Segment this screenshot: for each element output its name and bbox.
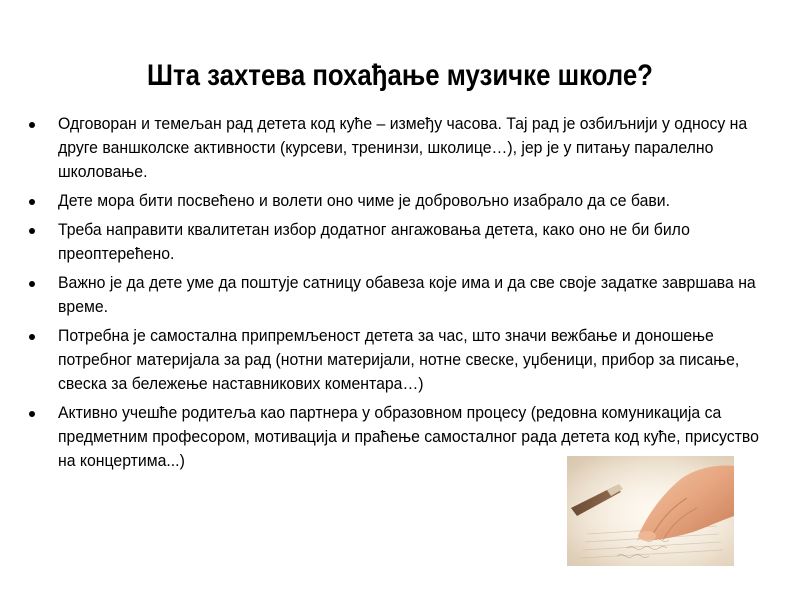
bullet-dot-icon bbox=[29, 228, 35, 234]
bullet-item bbox=[22, 112, 758, 184]
bullet-item bbox=[22, 189, 758, 213]
bullet-dot-icon bbox=[29, 122, 35, 128]
writing-hand-icon bbox=[567, 456, 734, 566]
bullet-text: Одговоран и темељан рад детета код куће – између часова. Тај рад је озбиљнији у односу на друге ваншколске активности (курсеви, тренинзи, школице…), јер је у питању паралелно школовање. bbox=[58, 114, 748, 181]
bullet-dot-icon bbox=[29, 411, 35, 417]
bullet-text: Потребна је самостална припремљеност детета за час, што значи вежбање и доношење потребног материјала за рад (нотни материјали, нотне свеске, уџбеници, прибор за писање, свеска за бележење наставникових коментара…) bbox=[58, 326, 740, 393]
bullet-text: Дете мора бити посвећено и волети оно чиме је добровољно изабрало да се бави. bbox=[58, 191, 670, 210]
bullet-item bbox=[22, 271, 758, 319]
bullet-text: Активно учешће родитеља као партнера у образовном процесу (редовна комуникација са предметним професором, мотивација и праћење самосталног рада детета код куће, присуство на концертима...) bbox=[58, 403, 759, 470]
writing-hand-photo bbox=[567, 456, 734, 566]
bullet-dot-icon bbox=[29, 334, 35, 340]
bullet-dot-icon bbox=[29, 281, 35, 287]
bullet-item bbox=[22, 218, 758, 266]
bullet-list bbox=[22, 112, 800, 478]
slide-title: Шта захтева похађање музичке школе? bbox=[147, 59, 653, 92]
bullet-text: Треба направити квалитетан избор додатног ангажовања детета, како оно не би било преоптерећено. bbox=[58, 220, 690, 263]
bullet-text: Важно је да дете уме да поштује сатницу обавеза које има и да све своје задатке завршава на време. bbox=[58, 273, 756, 316]
bullet-dot-icon bbox=[29, 199, 35, 205]
bullet-item bbox=[22, 324, 758, 396]
